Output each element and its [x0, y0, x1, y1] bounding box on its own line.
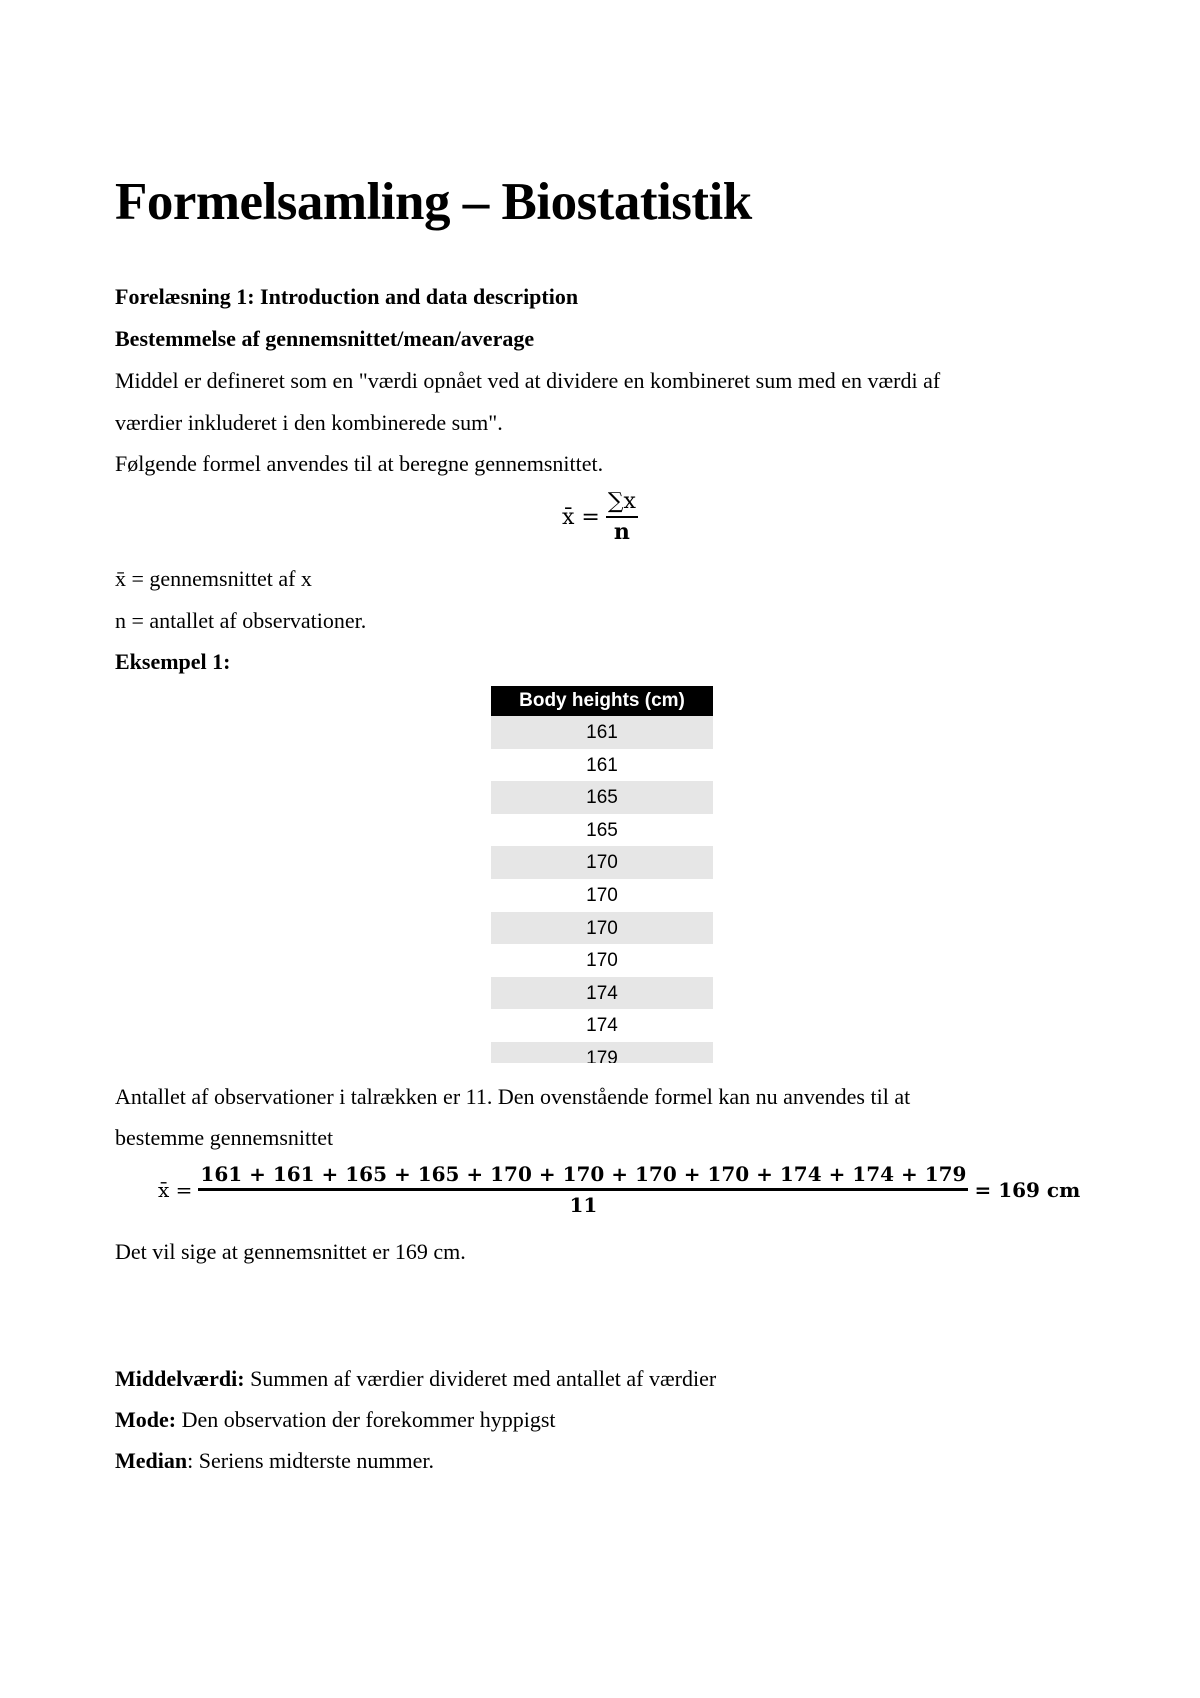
body-heights-table — [491, 686, 713, 1063]
table-row: 170 — [586, 884, 618, 906]
definition-middelvaerdi — [115, 1366, 716, 1392]
definition-text: Den observation der forekommer hyppigst — [176, 1407, 556, 1432]
paragraph-definition-line1: Middel er defineret som en "værdi opnået ved at dividere en kombineret sum med en værdi af — [115, 368, 941, 393]
mean-formula — [562, 488, 638, 546]
definition-term: Mode: — [115, 1407, 177, 1432]
table-row: 174 — [586, 1015, 618, 1037]
calc-numerator: 161 + 161 + 165 + 165 + 170 + 170 + 170 + 170 + 174 + 174 + 179 — [200, 1162, 967, 1186]
section-heading: Bestemmelse af gennemsnittet/mean/average — [115, 326, 535, 351]
definition-term: Middelværdi: — [115, 1366, 245, 1391]
paragraph-formula-intro: Følgende formel anvendes til at beregne gennemsnittet. — [115, 451, 604, 476]
definition-n: n = antallet af observationer. — [115, 608, 367, 633]
paragraph-count-line2: bestemme gennemsnittet — [115, 1125, 334, 1150]
table-row: 174 — [491, 977, 713, 1010]
formula-lhs: x̄ = — [562, 504, 600, 530]
table-header: Body heights (cm) — [491, 686, 713, 716]
calc-result: = 169 cm — [974, 1177, 1081, 1202]
calc-lhs: x̄ = — [158, 1177, 193, 1202]
table-row: 170 — [586, 950, 618, 972]
definition-mode — [115, 1407, 556, 1433]
paragraph-definition-line2: værdier inkluderet i den kombinerede sum". — [115, 410, 503, 435]
table-row: 161 — [491, 716, 713, 749]
paragraph-count-line1: Antallet af observationer i talrækken er 11. Den ovenstående formel kan nu anvendes til at — [115, 1084, 911, 1109]
lecture-heading: Forelæsning 1: Introduction and data description — [115, 284, 579, 309]
definition-median — [115, 1448, 434, 1474]
calc-fraction — [198, 1160, 968, 1219]
document-title: Formelsamling – Biostatistik — [115, 173, 752, 231]
mean-calculation-formula — [158, 1160, 1080, 1219]
definition-text: : Seriens midterste nummer. — [187, 1448, 434, 1473]
formula-fraction — [606, 488, 638, 546]
definition-term: Median — [115, 1448, 188, 1473]
table-row: 170 — [491, 846, 713, 879]
conclusion: Det vil sige at gennemsnittet er 169 cm. — [115, 1239, 466, 1264]
definition-xbar: x̄ = gennemsnittet af x — [115, 566, 312, 591]
table-row: 170 — [491, 912, 713, 945]
calc-denominator: 11 — [569, 1193, 598, 1217]
formula-denominator: n — [613, 519, 630, 545]
table-row: 165 — [491, 781, 713, 814]
table-row: 161 — [586, 754, 618, 776]
definition-text: Summen af værdier divideret med antallet af værdier — [244, 1366, 717, 1391]
table-row: 179 — [491, 1042, 713, 1063]
table-row: 165 — [586, 819, 618, 841]
example-label: Eksempel 1: — [115, 649, 231, 674]
formula-numerator: ∑x — [607, 489, 636, 514]
